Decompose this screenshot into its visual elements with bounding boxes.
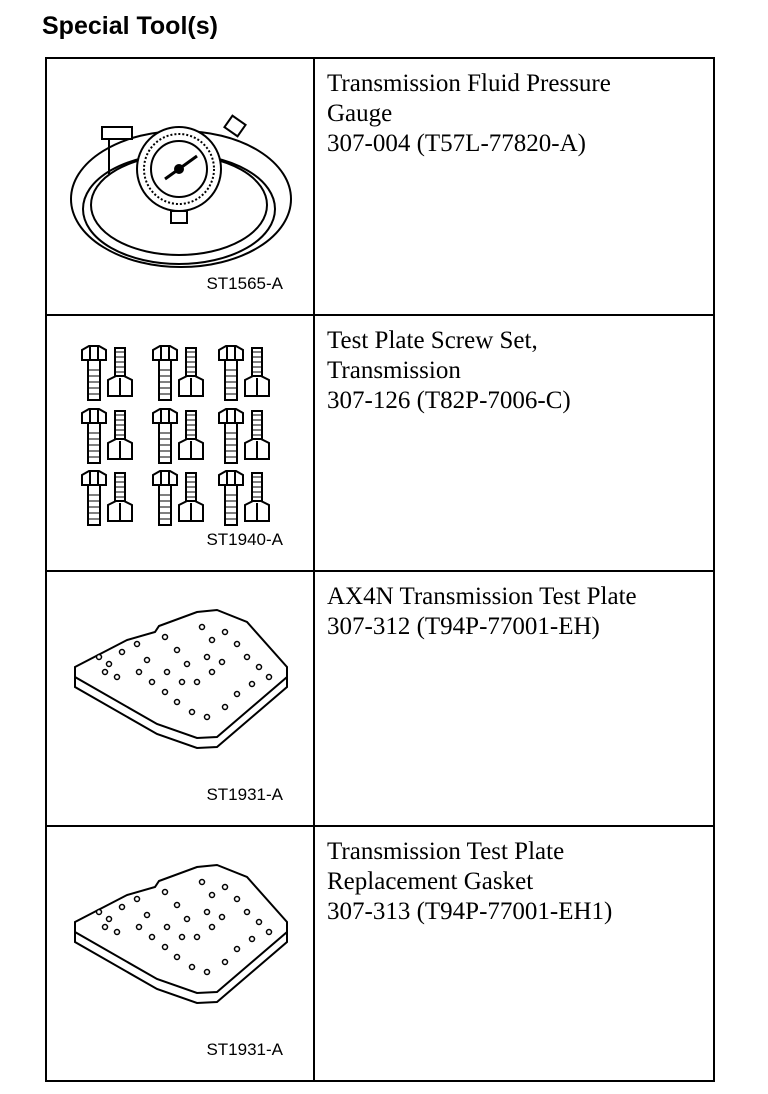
tool-row <box>47 827 713 1080</box>
tool-description <box>327 837 705 927</box>
tool-name-line: Transmission <box>327 357 461 384</box>
tool-part-number: 307-313 (T94P-77001-EH1) <box>327 898 613 925</box>
tool-image-cell <box>47 827 315 1080</box>
tool-image-cell <box>47 316 315 570</box>
tool-name-line: Replacement Gasket <box>327 868 534 895</box>
tool-name-line: Transmission Fluid Pressure <box>327 70 611 97</box>
tool-name-line: Test Plate Screw Set, <box>327 327 538 354</box>
tool-image-code: ST1940-A <box>206 530 283 549</box>
tool-part-number: 307-126 (T82P-7006-C) <box>327 387 571 414</box>
special-tools-table <box>45 57 715 1082</box>
tool-image-cell <box>47 572 315 825</box>
tool-image-code: ST1565-A <box>206 274 283 293</box>
tool-description <box>327 582 705 642</box>
tool-image-cell <box>47 59 315 314</box>
tool-name-line: Transmission Test Plate <box>327 838 565 865</box>
tool-row <box>47 316 713 572</box>
tool-part-number: 307-004 (T57L-77820-A) <box>327 130 586 157</box>
tool-image-code: ST1931-A <box>206 1040 283 1059</box>
tool-description <box>327 69 705 159</box>
tool-image-code: ST1931-A <box>206 785 283 804</box>
tool-name-line: AX4N Transmission Test Plate <box>327 583 637 610</box>
tool-row <box>47 59 713 316</box>
tool-row <box>47 572 713 827</box>
page-title: Special Tool(s) <box>42 12 218 40</box>
tool-name-line: Gauge <box>327 100 393 127</box>
tool-description <box>327 326 705 416</box>
tool-part-number: 307-312 (T94P-77001-EH) <box>327 613 600 640</box>
